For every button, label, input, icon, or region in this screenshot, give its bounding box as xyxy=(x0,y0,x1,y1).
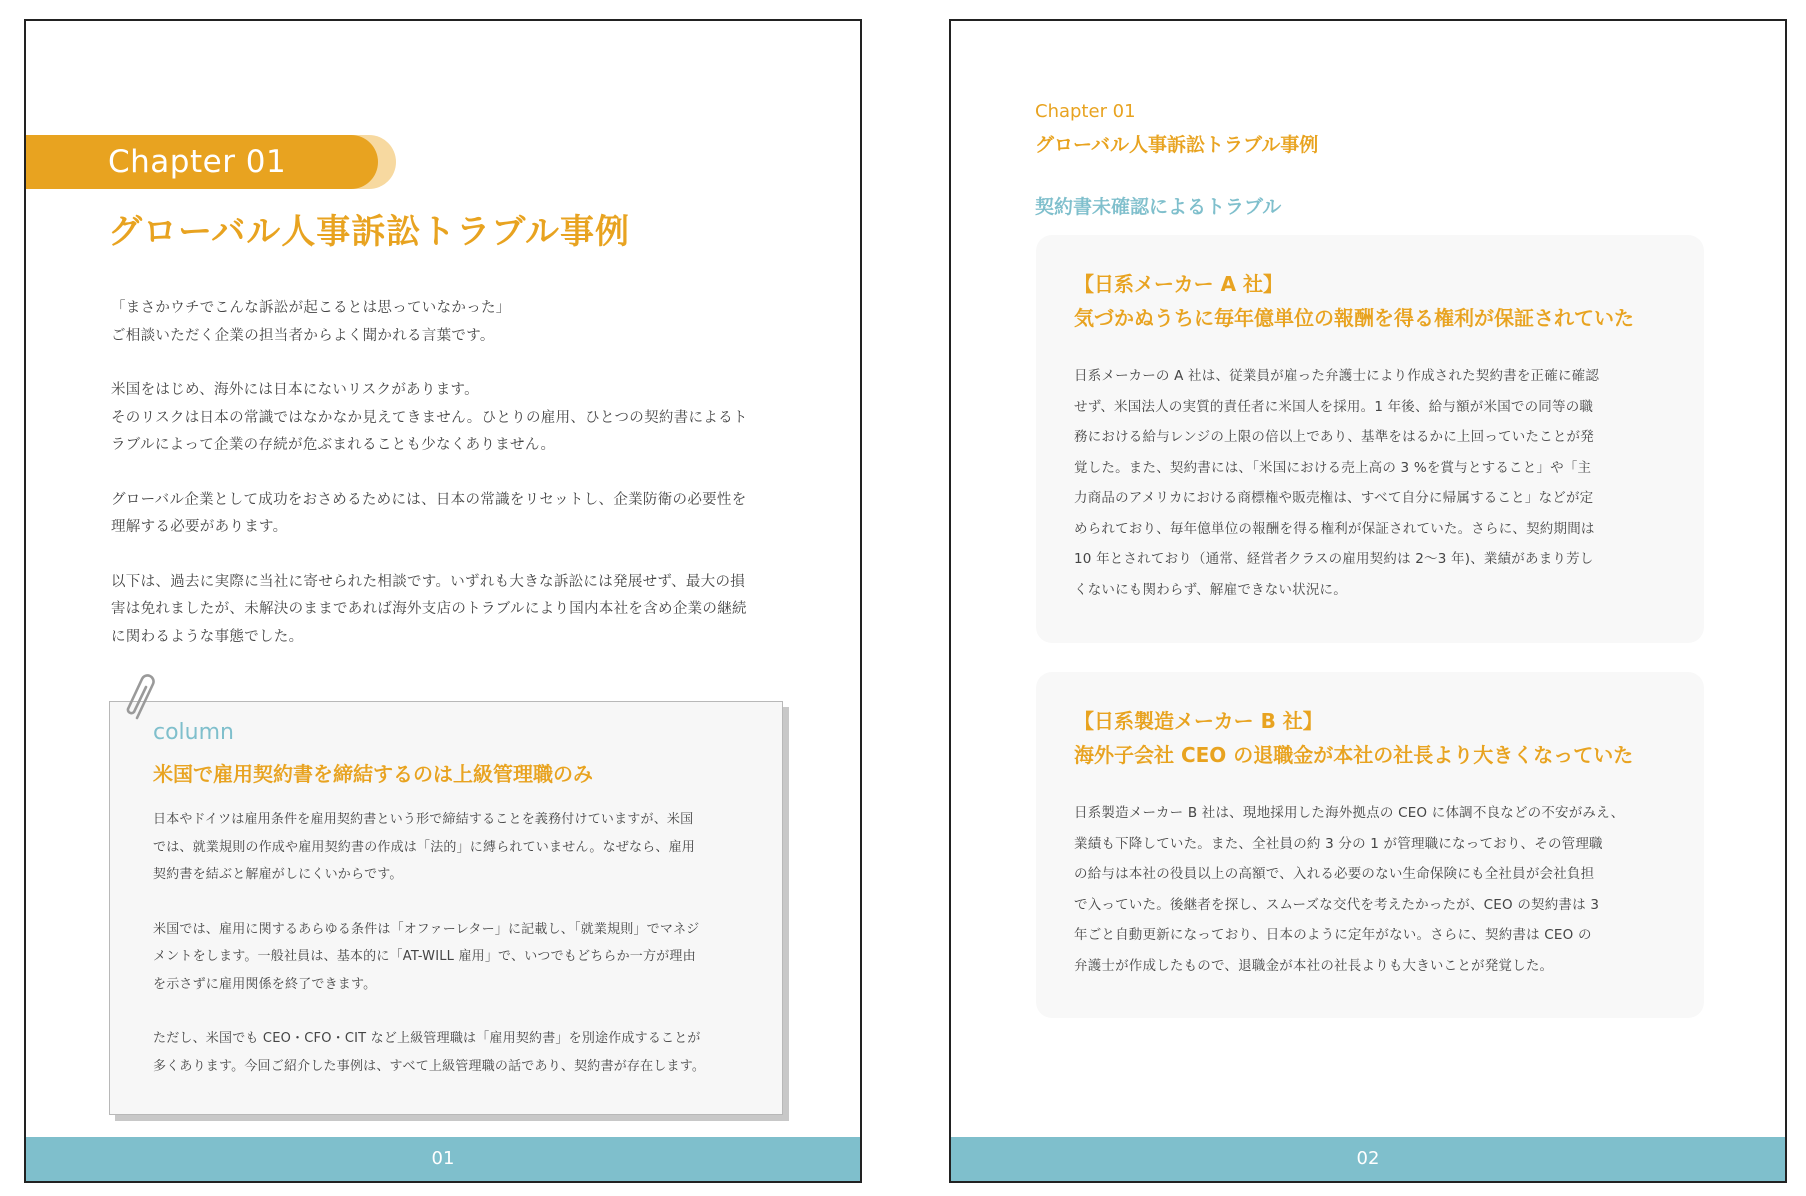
text-line: の給与は本社の役員以上の高額で、入れる必要のない生命保険にも全社員が会社負担 xyxy=(1074,866,1595,882)
page-number: 01 xyxy=(26,1137,860,1181)
chapter-label: Chapter 01 xyxy=(108,144,287,180)
chapter-label: Chapter 01 xyxy=(1035,101,1136,122)
text-line: められており、毎年億単位の報酬を得る権利が保証されていた。さらに、契約期間は xyxy=(1074,520,1595,537)
column-label: column xyxy=(153,720,234,745)
intro-paragraph xyxy=(111,377,811,460)
paperclip-icon xyxy=(123,672,163,724)
text-line: グローバル企業として成功をおさめるためには、日本の常識をリセットし、企業防衛の必要性を xyxy=(111,491,747,508)
text-line: 契約書を結ぶと解雇がしにくいからです。 xyxy=(153,867,403,882)
text-line: 「まさかウチでこんな訴訟が起こるとは思っていなかった」 xyxy=(111,300,511,316)
text-line: 米国をはじめ、海外には日本にないリスクがあります。 xyxy=(111,382,479,398)
text-line: くないにも関わらず、解雇できない状況に。 xyxy=(1074,581,1347,598)
column-paragraph xyxy=(153,1025,773,1080)
text-line: 害は免れましたが、未解決のままであれば海外支店のトラブルにより国内本社を含め企業の継続 xyxy=(111,601,747,617)
page-right xyxy=(949,19,1787,1183)
text-line: 務における給与レンジの上限の倍以上であり、基準をはるかに上回っていたことが発 xyxy=(1074,429,1594,445)
text-line: に関わるような事態でした。 xyxy=(111,628,304,645)
case-company: 【日系メーカー A 社】 xyxy=(1074,272,1284,296)
intro-body xyxy=(111,295,811,678)
case-body xyxy=(1074,361,1684,605)
intro-paragraph xyxy=(111,569,811,652)
text-line: そのリスクは日本の常識ではなかなか見えてきません。ひとりの雇用、ひとつの契約書によるト xyxy=(111,409,748,426)
page-left xyxy=(24,19,862,1183)
column-paragraph xyxy=(153,806,773,889)
text-line: では、就業規則の作成や雇用契約書の作成は「法的」に縛られていません。なぜなら、雇用 xyxy=(153,839,695,855)
text-line: 10 年とされており（通常、経営者クラスの雇用契約は 2〜3 年)、業績があまり芳し xyxy=(1074,551,1594,567)
page-number: 02 xyxy=(951,1137,1785,1181)
text-line: 年ごと自動更新になっており、日本のように定年がない。さらに、契約書は CEO の xyxy=(1074,927,1592,943)
chapter-title: グローバル人事訴訟トラブル事例 xyxy=(108,212,630,252)
column-title: 米国で雇用契約書を締結するのは上級管理職のみ xyxy=(153,762,593,786)
text-line: メントをします。一般社員は、基本的に「AT-WILL 雇用」で、いつでもどちらか一方が理由 xyxy=(153,949,696,964)
text-line: ただし、米国でも CEO・CFO・CIT など上級管理職は「雇用契約書」を別途作成することが xyxy=(153,1031,701,1046)
case-body xyxy=(1074,798,1684,981)
text-line: 米国では、雇用に関するあらゆる条件は「オファーレター」に記載し、「就業規則」でマネジ xyxy=(153,921,700,937)
column-body xyxy=(153,806,773,1107)
chapter-band xyxy=(26,135,396,189)
text-line: ご相談いただく企業の担当者からよく聞かれる言葉です。 xyxy=(111,327,495,344)
chapter-band-inner xyxy=(26,135,378,189)
case-card-a xyxy=(1036,235,1704,643)
text-line: 弁護士が作成したもので、退職金が本社の社長よりも大きいことが発覚した。 xyxy=(1074,957,1554,974)
section-title: 契約書未確認によるトラブル xyxy=(1035,196,1282,218)
case-card-b xyxy=(1036,672,1704,1018)
text-line: 力商品のアメリカにおける商標権や販売権は、すべて自分に帰属すること」などが定 xyxy=(1074,490,1594,506)
intro-paragraph xyxy=(111,487,811,542)
column-box xyxy=(109,701,783,1115)
text-line: 日系メーカーの A 社は、従業員が雇った弁護士により作成された契約書を正確に確認 xyxy=(1074,368,1600,384)
case-headline: 海外子会社 CEO の退職金が本社の社長より大きくなっていた xyxy=(1074,743,1634,767)
text-line: せず、米国法人の実質的責任者に米国人を採用。1 年後、給与額が米国での同等の職 xyxy=(1074,398,1594,415)
text-line: 理解する必要があります。 xyxy=(111,519,288,535)
text-line: 覚した。また、契約書には、「米国における売上高の 3 %を賞与とすること」や「主 xyxy=(1074,459,1592,476)
intro-paragraph xyxy=(111,295,811,350)
text-line: で入っていた。後継者を探し、スムーズな交代を考えたかったが、CEO の契約書は 3 xyxy=(1074,896,1600,913)
text-line: 日系製造メーカー B 社は、現地採用した海外拠点の CEO に体調不良などの不安がみえ、 xyxy=(1074,805,1625,821)
case-company: 【日系製造メーカー B 社】 xyxy=(1074,709,1323,733)
text-line: を示さずに雇用関係を終了できます。 xyxy=(153,976,377,992)
text-line: 日本やドイツは雇用条件を雇用契約書という形で締結することを義務付けていますが、米国 xyxy=(153,812,694,827)
chapter-title: グローバル人事訴訟トラブル事例 xyxy=(1035,134,1319,156)
text-line: ラブルによって企業の存続が危ぶまれることも少なくありません。 xyxy=(111,437,556,453)
text-line: 以下は、過去に実際に当社に寄せられた相談です。いずれも大きな訴訟には発展せず、最大の損 xyxy=(111,573,746,590)
text-line: 多くあります。今回ご紹介した事例は、すべて上級管理職の話であり、契約書が存在します。 xyxy=(153,1058,706,1074)
case-headline: 気づかぬうちに毎年億単位の報酬を得る権利が保証されていた xyxy=(1074,306,1634,330)
text-line: 業績も下降していた。また、全社員の約 3 分の 1 が管理職になっており、その管理職 xyxy=(1074,835,1603,852)
column-paragraph xyxy=(153,916,773,999)
